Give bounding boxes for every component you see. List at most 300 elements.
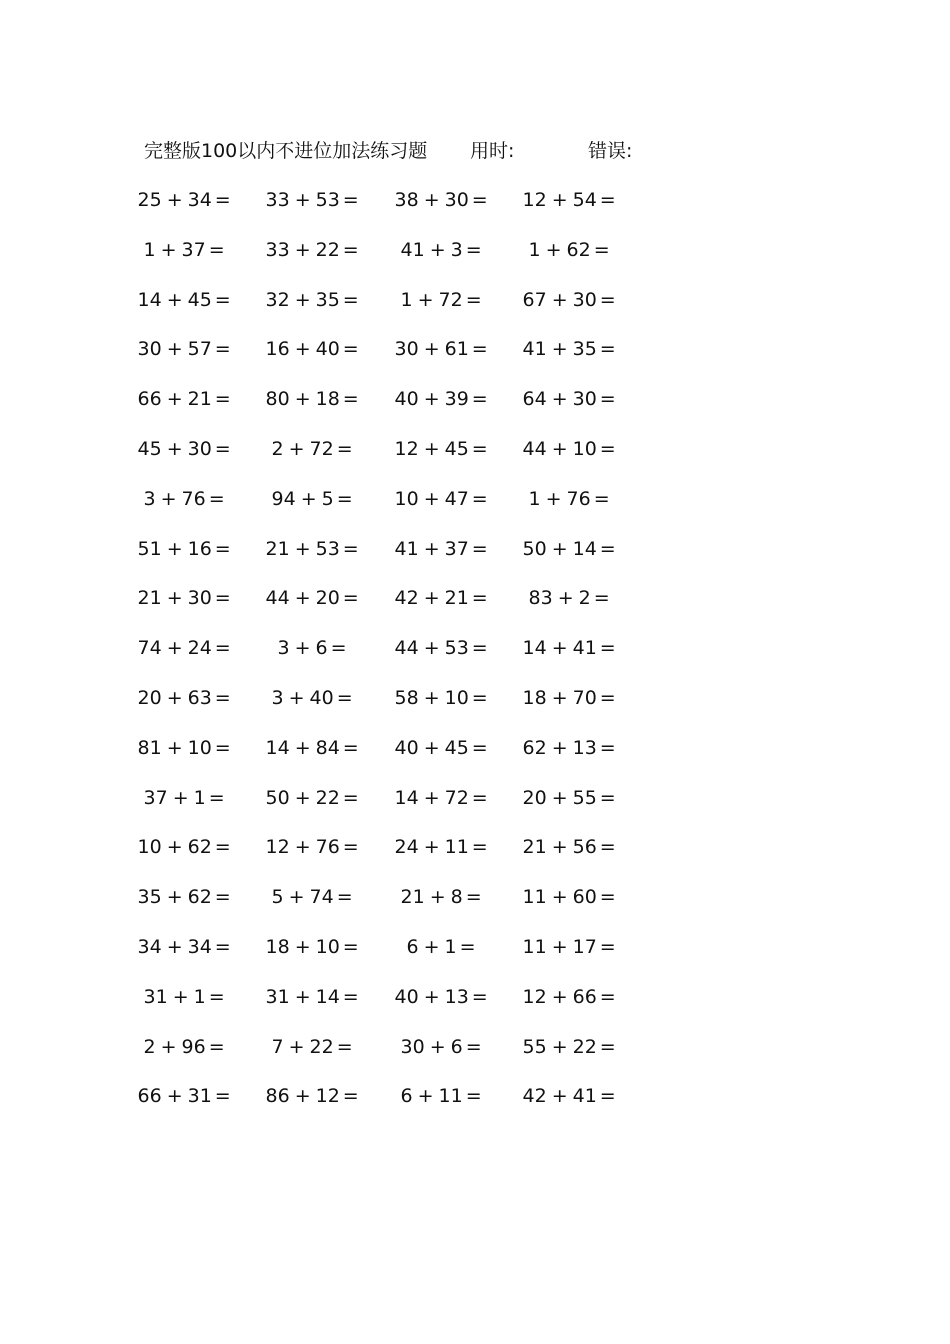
addend-first: 18 (522, 686, 547, 709)
addend-second: 5 (321, 487, 334, 510)
addition-problem (395, 832, 488, 862)
addition-problem (529, 583, 610, 613)
problem-row (0, 783, 950, 833)
equals-sign: = (342, 537, 359, 560)
addend-first: 21 (400, 886, 425, 909)
addend-second: 1 (193, 786, 206, 809)
addend-second: 30 (187, 437, 212, 460)
addition-problem (144, 982, 225, 1012)
plus-sign: + (160, 1035, 177, 1058)
equals-sign: = (465, 288, 482, 311)
addend-first: 34 (137, 935, 162, 958)
equals-sign: = (599, 1035, 616, 1058)
plus-sign: + (551, 1085, 568, 1108)
equals-sign: = (342, 736, 359, 759)
equals-sign: = (599, 886, 616, 909)
equals-sign: = (342, 388, 359, 411)
plus-sign: + (545, 238, 562, 261)
addend-first: 30 (394, 338, 419, 361)
addend-first: 64 (522, 388, 547, 411)
equals-sign: = (599, 388, 616, 411)
plus-sign: + (300, 487, 317, 510)
equals-sign: = (465, 1085, 482, 1108)
plus-sign: + (294, 388, 311, 411)
plus-sign: + (288, 437, 305, 460)
addend-second: 76 (315, 836, 340, 859)
plus-sign: + (423, 587, 440, 610)
plus-sign: + (166, 189, 183, 211)
addend-first: 40 (394, 736, 419, 759)
equals-sign: = (471, 338, 488, 361)
plus-sign: + (294, 985, 311, 1008)
addend-first: 1 (400, 288, 413, 311)
problem-row (0, 683, 950, 733)
plus-sign: + (166, 1085, 183, 1108)
addition-problem (138, 733, 231, 763)
addend-second: 22 (315, 786, 340, 809)
addend-second: 76 (566, 487, 591, 510)
addition-problem (266, 932, 359, 962)
addition-problem (401, 882, 482, 912)
equals-sign: = (214, 637, 231, 660)
addend-first: 24 (394, 836, 419, 859)
plus-sign: + (551, 1035, 568, 1058)
equals-sign: = (208, 985, 225, 1008)
addition-problem (138, 583, 231, 613)
plus-sign: + (294, 786, 311, 809)
addend-first: 41 (522, 338, 547, 361)
problem-row (0, 932, 950, 982)
equals-sign: = (214, 935, 231, 958)
addition-problem (395, 534, 488, 564)
equals-sign: = (336, 686, 353, 709)
addend-first: 11 (522, 935, 547, 958)
equals-sign: = (214, 587, 231, 610)
equals-sign: = (471, 637, 488, 660)
addend-second: 10 (315, 935, 340, 958)
addend-second: 18 (315, 388, 340, 411)
addend-second: 30 (572, 388, 597, 411)
addition-problem (395, 982, 488, 1012)
addend-first: 7 (271, 1035, 284, 1058)
addend-second: 41 (572, 637, 597, 660)
problem-row (0, 185, 950, 235)
equals-sign: = (336, 886, 353, 909)
addend-second: 53 (315, 189, 340, 211)
plus-sign: + (551, 935, 568, 958)
addend-first: 58 (394, 686, 419, 709)
addend-first: 44 (394, 637, 419, 660)
plus-sign: + (166, 288, 183, 311)
addition-problem (523, 1081, 616, 1111)
equals-sign: = (214, 537, 231, 560)
plus-sign: + (423, 388, 440, 411)
equals-sign: = (336, 437, 353, 460)
addition-problem (266, 285, 359, 315)
problem-row (0, 1032, 950, 1082)
addend-first: 45 (137, 437, 162, 460)
plus-sign: + (172, 985, 189, 1008)
addition-problem (523, 982, 616, 1012)
addition-problem (523, 334, 616, 364)
addend-second: 57 (187, 338, 212, 361)
addition-problem (266, 583, 359, 613)
addend-second: 1 (444, 935, 457, 958)
addend-second: 11 (444, 836, 469, 859)
addition-problem (138, 334, 231, 364)
equals-sign: = (214, 836, 231, 859)
equals-sign: = (336, 1035, 353, 1058)
equals-sign: = (214, 686, 231, 709)
equals-sign: = (599, 686, 616, 709)
plus-sign: + (423, 686, 440, 709)
addend-second: 34 (187, 935, 212, 958)
addend-first: 38 (394, 189, 419, 211)
equals-sign: = (471, 985, 488, 1008)
addition-problem (529, 484, 610, 514)
addend-first: 21 (265, 537, 290, 560)
addition-problem (144, 1032, 225, 1062)
addend-first: 21 (137, 587, 162, 610)
addition-problem (144, 783, 225, 813)
plus-sign: + (166, 338, 183, 361)
addition-problem (401, 1081, 482, 1111)
addend-second: 35 (315, 288, 340, 311)
plus-sign: + (429, 1035, 446, 1058)
plus-sign: + (551, 338, 568, 361)
addition-problem (138, 882, 231, 912)
addend-first: 74 (137, 637, 162, 660)
addend-first: 42 (394, 587, 419, 610)
plus-sign: + (288, 1035, 305, 1058)
addend-second: 35 (572, 338, 597, 361)
addend-second: 31 (187, 1085, 212, 1108)
addend-first: 5 (271, 886, 284, 909)
addition-problem (401, 235, 482, 265)
equals-sign: = (599, 437, 616, 460)
addend-first: 62 (522, 736, 547, 759)
equals-sign: = (471, 686, 488, 709)
addend-first: 66 (137, 1085, 162, 1108)
plus-sign: + (551, 786, 568, 809)
equals-sign: = (208, 487, 225, 510)
plus-sign: + (423, 487, 440, 510)
addition-problem (266, 185, 359, 215)
equals-sign: = (342, 786, 359, 809)
addend-second: 10 (187, 736, 212, 759)
addend-second: 30 (187, 587, 212, 610)
problem-row (0, 633, 950, 683)
problem-row (0, 235, 950, 285)
equals-sign: = (342, 1085, 359, 1108)
addend-second: 13 (444, 985, 469, 1008)
addend-first: 1 (528, 487, 541, 510)
equals-sign: = (593, 487, 610, 510)
plus-sign: + (294, 189, 311, 211)
equals-sign: = (214, 189, 231, 211)
plus-sign: + (166, 686, 183, 709)
addend-second: 40 (309, 686, 334, 709)
addend-first: 33 (265, 189, 290, 211)
equals-sign: = (214, 1085, 231, 1108)
addend-first: 94 (271, 487, 296, 510)
addend-second: 53 (315, 537, 340, 560)
plus-sign: + (417, 288, 434, 311)
equals-sign: = (342, 189, 359, 211)
equals-sign: = (330, 637, 347, 660)
problem-row (0, 832, 950, 882)
addend-second: 10 (444, 686, 469, 709)
addend-second: 22 (572, 1035, 597, 1058)
plus-sign: + (288, 686, 305, 709)
addend-second: 14 (315, 985, 340, 1008)
addend-second: 24 (187, 637, 212, 660)
equals-sign: = (208, 238, 225, 261)
equals-sign: = (471, 487, 488, 510)
addend-second: 47 (444, 487, 469, 510)
equals-sign: = (336, 487, 353, 510)
addend-second: 53 (444, 637, 469, 660)
addition-problem (266, 733, 359, 763)
addition-problem (523, 932, 616, 962)
problem-row (0, 334, 950, 384)
equals-sign: = (599, 935, 616, 958)
addend-second: 37 (444, 537, 469, 560)
plus-sign: + (545, 487, 562, 510)
equals-sign: = (342, 836, 359, 859)
addend-second: 61 (444, 338, 469, 361)
equals-sign: = (342, 587, 359, 610)
plus-sign: + (166, 886, 183, 909)
addend-second: 40 (315, 338, 340, 361)
plus-sign: + (551, 736, 568, 759)
addend-second: 3 (450, 238, 463, 261)
plus-sign: + (429, 238, 446, 261)
plus-sign: + (294, 537, 311, 560)
addend-first: 41 (394, 537, 419, 560)
plus-sign: + (551, 388, 568, 411)
addend-first: 16 (265, 338, 290, 361)
addition-problem (138, 285, 231, 315)
equals-sign: = (471, 537, 488, 560)
addend-second: 14 (572, 537, 597, 560)
worksheet-title: 完整版100以内不进位加法练习题 (144, 140, 428, 162)
addend-second: 2 (578, 587, 591, 610)
equals-sign: = (599, 1085, 616, 1108)
addition-problem (395, 185, 488, 215)
addition-problem (138, 683, 231, 713)
equals-sign: = (471, 587, 488, 610)
plus-sign: + (551, 836, 568, 859)
problem-grid (0, 185, 950, 1131)
addend-second: 1 (193, 985, 206, 1008)
addend-second: 70 (572, 686, 597, 709)
equals-sign: = (342, 935, 359, 958)
equals-sign: = (214, 288, 231, 311)
addend-first: 14 (522, 637, 547, 660)
addition-problem (138, 185, 231, 215)
problem-row (0, 583, 950, 633)
addition-problem (523, 832, 616, 862)
addend-second: 22 (315, 238, 340, 261)
addend-second: 16 (187, 537, 212, 560)
addend-first: 33 (265, 238, 290, 261)
addend-second: 34 (187, 189, 212, 211)
addend-second: 45 (444, 736, 469, 759)
addend-first: 35 (137, 886, 162, 909)
equals-sign: = (214, 437, 231, 460)
equals-sign: = (471, 736, 488, 759)
addend-second: 37 (181, 238, 206, 261)
addition-problem (278, 633, 347, 663)
addend-first: 12 (522, 985, 547, 1008)
addend-second: 12 (315, 1085, 340, 1108)
equals-sign: = (214, 886, 231, 909)
equals-sign: = (599, 288, 616, 311)
addend-first: 30 (400, 1035, 425, 1058)
addend-second: 6 (450, 1035, 463, 1058)
addition-problem (395, 783, 488, 813)
plus-sign: + (288, 886, 305, 909)
addition-problem (272, 683, 353, 713)
equals-sign: = (599, 338, 616, 361)
plus-sign: + (166, 537, 183, 560)
equals-sign: = (599, 637, 616, 660)
plus-sign: + (166, 587, 183, 610)
problem-row (0, 733, 950, 783)
addend-second: 76 (181, 487, 206, 510)
plus-sign: + (423, 786, 440, 809)
time-label: 用时: (470, 140, 515, 162)
addend-first: 40 (394, 388, 419, 411)
addition-problem (523, 384, 616, 414)
plus-sign: + (423, 338, 440, 361)
addition-problem (523, 683, 616, 713)
addition-problem (266, 334, 359, 364)
plus-sign: + (160, 238, 177, 261)
addition-problem (395, 484, 488, 514)
equals-sign: = (214, 388, 231, 411)
plus-sign: + (294, 338, 311, 361)
equals-sign: = (599, 786, 616, 809)
addition-problem (266, 384, 359, 414)
plus-sign: + (166, 736, 183, 759)
addend-first: 86 (265, 1085, 290, 1108)
addend-first: 25 (137, 189, 162, 211)
equals-sign: = (208, 786, 225, 809)
plus-sign: + (423, 637, 440, 660)
plus-sign: + (551, 886, 568, 909)
addition-problem (395, 733, 488, 763)
addend-first: 14 (265, 736, 290, 759)
equals-sign: = (599, 736, 616, 759)
addend-first: 20 (522, 786, 547, 809)
addend-first: 1 (143, 238, 156, 261)
addend-first: 44 (522, 437, 547, 460)
equals-sign: = (471, 189, 488, 211)
addition-problem (395, 683, 488, 713)
plus-sign: + (423, 189, 440, 211)
addend-first: 12 (265, 836, 290, 859)
plus-sign: + (294, 836, 311, 859)
addend-second: 45 (187, 288, 212, 311)
addition-problem (144, 484, 225, 514)
addition-problem (138, 384, 231, 414)
addition-problem (523, 185, 616, 215)
addend-second: 17 (572, 935, 597, 958)
equals-sign: = (465, 238, 482, 261)
addition-problem (138, 633, 231, 663)
addition-problem (266, 783, 359, 813)
addend-first: 11 (522, 886, 547, 909)
addition-problem (523, 534, 616, 564)
addition-problem (395, 633, 488, 663)
addition-problem (395, 384, 488, 414)
plus-sign: + (423, 537, 440, 560)
addend-second: 96 (181, 1035, 206, 1058)
addend-first: 42 (522, 1085, 547, 1108)
addend-first: 30 (137, 338, 162, 361)
plus-sign: + (423, 985, 440, 1008)
addend-first: 37 (143, 786, 168, 809)
problem-row (0, 534, 950, 584)
addend-first: 51 (137, 537, 162, 560)
addition-problem (266, 534, 359, 564)
addend-first: 3 (143, 487, 156, 510)
equals-sign: = (593, 587, 610, 610)
addend-first: 50 (265, 786, 290, 809)
equals-sign: = (465, 886, 482, 909)
addition-problem (266, 1081, 359, 1111)
addend-first: 10 (137, 836, 162, 859)
addend-second: 62 (187, 886, 212, 909)
addend-second: 60 (572, 886, 597, 909)
addend-second: 74 (309, 886, 334, 909)
plus-sign: + (551, 637, 568, 660)
addend-second: 72 (438, 288, 463, 311)
addend-second: 10 (572, 437, 597, 460)
problem-row (0, 982, 950, 1032)
addition-problem (523, 882, 616, 912)
addend-second: 39 (444, 388, 469, 411)
plus-sign: + (429, 886, 446, 909)
addition-problem (138, 434, 231, 464)
addition-problem (401, 1032, 482, 1062)
addend-second: 62 (187, 836, 212, 859)
addend-second: 54 (572, 189, 597, 211)
addend-first: 12 (522, 189, 547, 211)
addend-first: 6 (400, 1085, 413, 1108)
addend-second: 21 (187, 388, 212, 411)
addend-second: 72 (309, 437, 334, 460)
plus-sign: + (294, 1085, 311, 1108)
plus-sign: + (551, 189, 568, 211)
equals-sign: = (593, 238, 610, 261)
addition-problem (523, 1032, 616, 1062)
addend-second: 13 (572, 736, 597, 759)
addend-first: 12 (394, 437, 419, 460)
equals-sign: = (342, 985, 359, 1008)
plus-sign: + (423, 736, 440, 759)
addend-first: 67 (522, 288, 547, 311)
errors-label: 错误: (588, 140, 633, 162)
plus-sign: + (166, 637, 183, 660)
addend-second: 11 (438, 1085, 463, 1108)
addend-second: 8 (450, 886, 463, 909)
plus-sign: + (160, 487, 177, 510)
addend-first: 66 (137, 388, 162, 411)
plus-sign: + (294, 935, 311, 958)
